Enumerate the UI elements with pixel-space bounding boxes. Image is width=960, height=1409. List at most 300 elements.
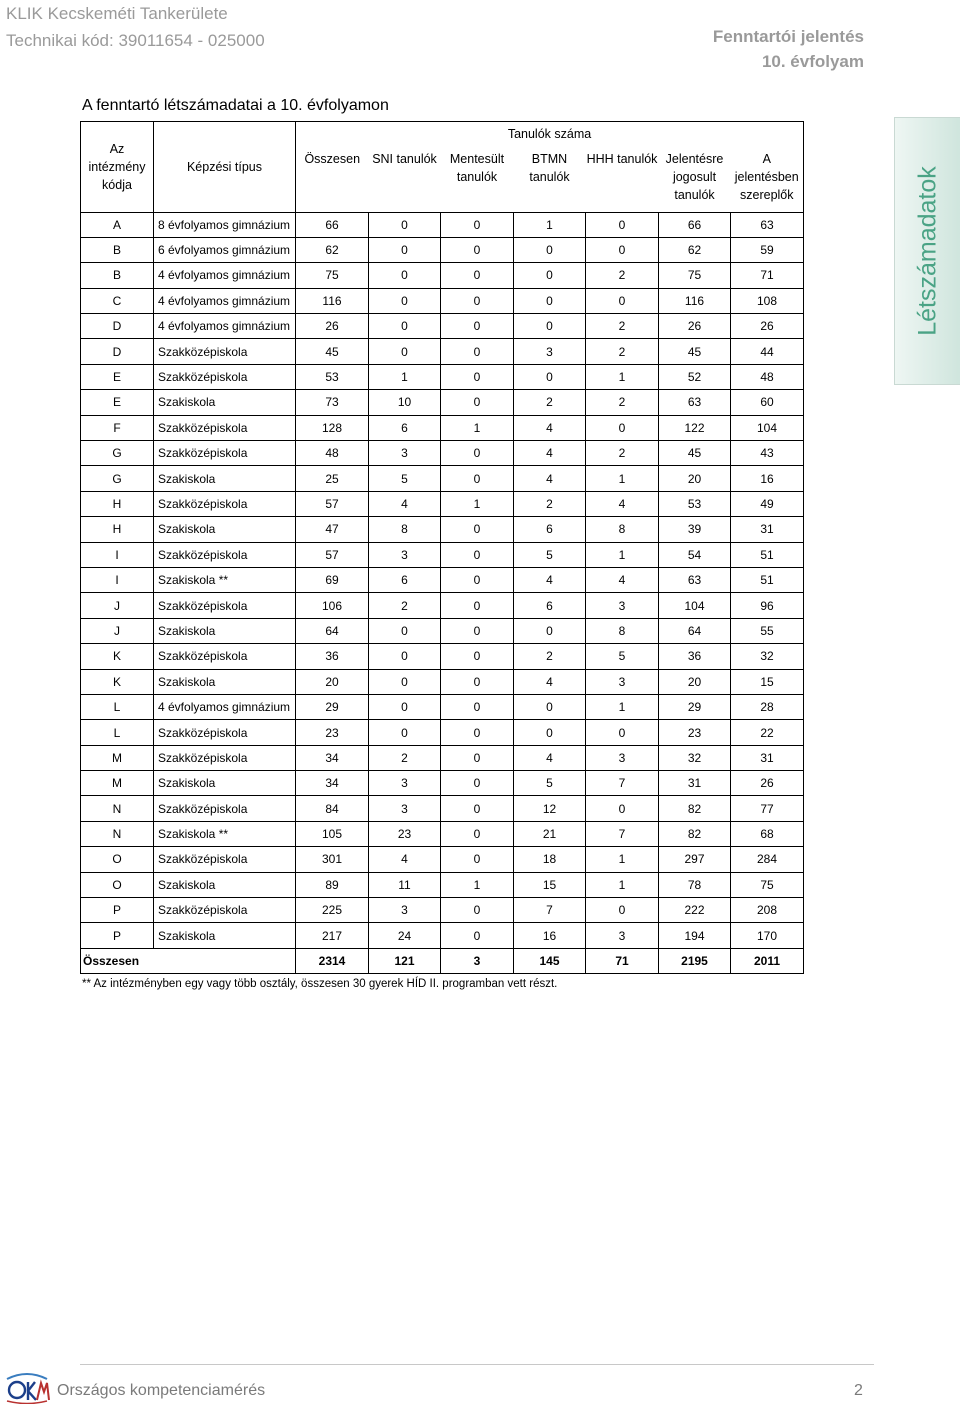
cell-value: 0	[441, 339, 514, 364]
cell-value: 4	[369, 491, 441, 516]
table-row	[81, 390, 804, 415]
cell-code: D	[81, 339, 154, 364]
cell-value: 3	[369, 441, 441, 466]
headcount-table	[80, 121, 804, 974]
cell-value: 21	[514, 821, 586, 846]
cell-code: B	[81, 237, 154, 262]
cell-value: 29	[659, 694, 731, 719]
table-row	[81, 441, 804, 466]
cell-value: 49	[731, 491, 804, 516]
cell-value: 31	[731, 745, 804, 770]
cell-value: 18	[514, 847, 586, 872]
cell-value: 0	[441, 567, 514, 592]
cell-value: 3	[369, 796, 441, 821]
cell-value: 1	[586, 542, 659, 567]
cell-value: 5	[369, 466, 441, 491]
cell-value: 63	[659, 390, 731, 415]
cell-value: 4	[514, 441, 586, 466]
cell-value: 0	[441, 821, 514, 846]
cell-code: L	[81, 720, 154, 745]
table-row	[81, 593, 804, 618]
cell-value: 7	[514, 898, 586, 923]
cell-value: 0	[441, 212, 514, 237]
total-value: 2314	[296, 948, 369, 973]
cell-value: 122	[659, 415, 731, 440]
cell-value: 23	[296, 720, 369, 745]
cell-code: J	[81, 593, 154, 618]
cell-value: 45	[659, 339, 731, 364]
cell-value: 48	[731, 364, 804, 389]
side-tab	[894, 117, 960, 385]
table-row	[81, 339, 804, 364]
cell-value: 2	[586, 441, 659, 466]
cell-value: 2	[586, 314, 659, 339]
page-number: 2	[854, 1382, 863, 1399]
total-value: 121	[369, 948, 441, 973]
report-title: Fenntartói jelentés	[712, 27, 864, 46]
cell-type: Szakiskola	[154, 872, 296, 897]
cell-value: 1	[441, 872, 514, 897]
table-row	[81, 872, 804, 897]
cell-value: 0	[441, 390, 514, 415]
cell-value: 2	[514, 644, 586, 669]
cell-value: 51	[731, 542, 804, 567]
cell-value: 75	[296, 263, 369, 288]
cell-value: 4	[586, 567, 659, 592]
cell-value: 105	[296, 821, 369, 846]
cell-value: 0	[514, 288, 586, 313]
cell-value: 3	[514, 339, 586, 364]
cell-type: Szakközépiskola	[154, 593, 296, 618]
cell-value: 170	[731, 923, 804, 948]
table-row	[81, 567, 804, 592]
cell-value: 116	[296, 288, 369, 313]
table-row	[81, 237, 804, 262]
cell-value: 82	[659, 821, 731, 846]
cell-value: 63	[731, 212, 804, 237]
cell-value: 23	[659, 720, 731, 745]
cell-value: 1	[586, 694, 659, 719]
cell-value: 23	[369, 821, 441, 846]
cell-value: 4	[369, 847, 441, 872]
page-title: A fenntartó létszámadatai a 10. évfolyamon	[82, 97, 389, 114]
cell-type: Szakközépiskola	[154, 441, 296, 466]
cell-value: 34	[296, 745, 369, 770]
cell-code: E	[81, 364, 154, 389]
cell-value: 6	[369, 415, 441, 440]
cell-type: Szakiskola	[154, 517, 296, 542]
cell-code: I	[81, 567, 154, 592]
cell-value: 208	[731, 898, 804, 923]
cell-value: 1	[586, 364, 659, 389]
cell-value: 57	[296, 491, 369, 516]
cell-value: 32	[731, 644, 804, 669]
table-row	[81, 694, 804, 719]
cell-value: 0	[369, 720, 441, 745]
table-row	[81, 364, 804, 389]
cell-value: 25	[296, 466, 369, 491]
footer-divider	[80, 1364, 874, 1365]
cell-value: 1	[441, 491, 514, 516]
cell-value: 51	[731, 567, 804, 592]
cell-value: 3	[586, 923, 659, 948]
cell-value: 0	[514, 694, 586, 719]
cell-value: 45	[296, 339, 369, 364]
cell-value: 4	[514, 669, 586, 694]
cell-value: 32	[659, 745, 731, 770]
cell-value: 43	[731, 441, 804, 466]
cell-value: 2	[514, 390, 586, 415]
cell-type: Szakiskola	[154, 618, 296, 643]
cell-value: 0	[586, 720, 659, 745]
cell-value: 0	[369, 263, 441, 288]
cell-value: 0	[441, 694, 514, 719]
cell-code: L	[81, 694, 154, 719]
cell-value: 0	[441, 237, 514, 262]
cell-code: N	[81, 796, 154, 821]
cell-value: 3	[586, 593, 659, 618]
cell-value: 69	[296, 567, 369, 592]
cell-value: 89	[296, 872, 369, 897]
cell-value: 29	[296, 694, 369, 719]
cell-value: 0	[441, 466, 514, 491]
cell-value: 0	[369, 288, 441, 313]
cell-value: 301	[296, 847, 369, 872]
cell-value: 1	[369, 364, 441, 389]
table-row	[81, 821, 804, 846]
cell-value: 0	[369, 237, 441, 262]
cell-code: N	[81, 821, 154, 846]
cell-value: 45	[659, 441, 731, 466]
table-row	[81, 796, 804, 821]
cell-value: 6	[514, 517, 586, 542]
cell-value: 2	[369, 593, 441, 618]
cell-value: 8	[586, 517, 659, 542]
cell-code: H	[81, 491, 154, 516]
col-header-sni: SNI tanulók	[369, 146, 441, 212]
cell-value: 297	[659, 847, 731, 872]
cell-type: Szakközépiskola	[154, 745, 296, 770]
cell-value: 26	[296, 314, 369, 339]
cell-value: 84	[296, 796, 369, 821]
cell-value: 63	[659, 567, 731, 592]
table-row	[81, 923, 804, 948]
cell-type: Szakközépiskola	[154, 898, 296, 923]
cell-type: Szakközépiskola	[154, 415, 296, 440]
cell-value: 75	[731, 872, 804, 897]
cell-value: 0	[441, 288, 514, 313]
cell-code: O	[81, 872, 154, 897]
table-row	[81, 415, 804, 440]
cell-value: 62	[659, 237, 731, 262]
cell-value: 10	[369, 390, 441, 415]
grade-label: 10. évfolyam	[761, 52, 864, 71]
cell-value: 0	[369, 212, 441, 237]
cell-value: 2	[369, 745, 441, 770]
cell-value: 15	[514, 872, 586, 897]
cell-value: 5	[514, 542, 586, 567]
table-row	[81, 517, 804, 542]
total-value: 71	[586, 948, 659, 973]
cell-value: 0	[586, 415, 659, 440]
cell-value: 20	[659, 669, 731, 694]
cell-type: Szakközépiskola	[154, 491, 296, 516]
cell-code: D	[81, 314, 154, 339]
cell-value: 1	[586, 872, 659, 897]
cell-type: Szakiskola **	[154, 821, 296, 846]
cell-value: 0	[441, 314, 514, 339]
col-header-eligible: Jelentésre jogosult tanulók	[659, 146, 731, 212]
cell-type: 4 évfolyamos gimnázium	[154, 288, 296, 313]
cell-value: 82	[659, 796, 731, 821]
cell-value: 6	[369, 567, 441, 592]
cell-code: J	[81, 618, 154, 643]
cell-code: M	[81, 745, 154, 770]
cell-value: 5	[514, 771, 586, 796]
cell-value: 26	[731, 314, 804, 339]
cell-code: E	[81, 390, 154, 415]
cell-type: 6 évfolyamos gimnázium	[154, 237, 296, 262]
cell-value: 0	[441, 263, 514, 288]
col-header-type: Képzési típus	[154, 122, 296, 213]
cell-code: B	[81, 263, 154, 288]
cell-value: 36	[659, 644, 731, 669]
footer-text: Országos kompetenciamérés	[57, 1382, 266, 1399]
table-row	[81, 644, 804, 669]
cell-value: 0	[441, 898, 514, 923]
cell-code: G	[81, 466, 154, 491]
cell-value: 0	[369, 314, 441, 339]
cell-value: 24	[369, 923, 441, 948]
cell-value: 36	[296, 644, 369, 669]
cell-value: 77	[731, 796, 804, 821]
cell-value: 31	[659, 771, 731, 796]
table-row	[81, 288, 804, 313]
cell-value: 116	[659, 288, 731, 313]
cell-value: 0	[441, 441, 514, 466]
cell-value: 0	[441, 669, 514, 694]
cell-value: 0	[441, 796, 514, 821]
cell-code: C	[81, 288, 154, 313]
cell-type: Szakközépiskola	[154, 542, 296, 567]
cell-value: 26	[659, 314, 731, 339]
okm-logo-icon	[4, 1370, 50, 1404]
cell-value: 0	[441, 847, 514, 872]
cell-code: O	[81, 847, 154, 872]
cell-value: 1	[441, 415, 514, 440]
cell-value: 7	[586, 771, 659, 796]
cell-type: 4 évfolyamos gimnázium	[154, 314, 296, 339]
cell-value: 16	[514, 923, 586, 948]
cell-value: 3	[369, 542, 441, 567]
cell-value: 0	[441, 745, 514, 770]
table-body	[81, 212, 804, 974]
cell-value: 44	[731, 339, 804, 364]
cell-value: 0	[441, 618, 514, 643]
cell-type: Szakiskola **	[154, 567, 296, 592]
cell-code: G	[81, 441, 154, 466]
cell-value: 2	[586, 263, 659, 288]
cell-value: 66	[296, 212, 369, 237]
col-header-hhh: HHH tanulók	[586, 146, 659, 212]
cell-value: 47	[296, 517, 369, 542]
cell-value: 225	[296, 898, 369, 923]
cell-value: 68	[731, 821, 804, 846]
cell-value: 0	[441, 771, 514, 796]
cell-value: 11	[369, 872, 441, 897]
cell-value: 108	[731, 288, 804, 313]
cell-code: K	[81, 644, 154, 669]
cell-code: A	[81, 212, 154, 237]
cell-value: 2	[514, 491, 586, 516]
col-header-exempt: Mentesült tanulók	[441, 146, 514, 212]
cell-type: 4 évfolyamos gimnázium	[154, 263, 296, 288]
cell-value: 1	[586, 466, 659, 491]
cell-value: 71	[731, 263, 804, 288]
cell-value: 15	[731, 669, 804, 694]
total-value: 3	[441, 948, 514, 973]
cell-code: H	[81, 517, 154, 542]
cell-code: M	[81, 771, 154, 796]
cell-type: 4 évfolyamos gimnázium	[154, 694, 296, 719]
cell-code: K	[81, 669, 154, 694]
col-header-group: Tanulók száma	[296, 122, 804, 147]
cell-value: 0	[441, 593, 514, 618]
cell-value: 0	[441, 720, 514, 745]
cell-value: 26	[731, 771, 804, 796]
cell-value: 8	[586, 618, 659, 643]
cell-value: 20	[659, 466, 731, 491]
cell-type: Szakiskola	[154, 466, 296, 491]
cell-value: 96	[731, 593, 804, 618]
total-value: 2195	[659, 948, 731, 973]
cell-value: 64	[659, 618, 731, 643]
cell-value: 53	[296, 364, 369, 389]
cell-value: 194	[659, 923, 731, 948]
cell-value: 4	[514, 567, 586, 592]
table-row	[81, 491, 804, 516]
cell-value: 59	[731, 237, 804, 262]
col-header-btmn: BTMN tanulók	[514, 146, 586, 212]
cell-value: 0	[369, 694, 441, 719]
cell-value: 0	[369, 618, 441, 643]
table-row	[81, 263, 804, 288]
cell-value: 31	[731, 517, 804, 542]
cell-value: 22	[731, 720, 804, 745]
cell-value: 20	[296, 669, 369, 694]
cell-value: 0	[514, 263, 586, 288]
col-header-total: Összesen	[296, 146, 369, 212]
cell-value: 4	[514, 745, 586, 770]
table-row	[81, 314, 804, 339]
cell-value: 4	[586, 491, 659, 516]
cell-value: 0	[441, 542, 514, 567]
cell-value: 104	[659, 593, 731, 618]
cell-value: 3	[369, 771, 441, 796]
cell-value: 0	[441, 923, 514, 948]
cell-value: 16	[731, 466, 804, 491]
cell-code: P	[81, 898, 154, 923]
table-row	[81, 618, 804, 643]
table-row	[81, 898, 804, 923]
total-value: 2011	[731, 948, 804, 973]
cell-type: Szakközépiskola	[154, 720, 296, 745]
cell-value: 55	[731, 618, 804, 643]
cell-value: 0	[514, 618, 586, 643]
cell-value: 4	[514, 415, 586, 440]
cell-value: 2	[586, 339, 659, 364]
cell-type: 8 évfolyamos gimnázium	[154, 212, 296, 237]
cell-value: 2	[586, 390, 659, 415]
cell-value: 0	[514, 314, 586, 339]
cell-value: 52	[659, 364, 731, 389]
cell-value: 0	[514, 720, 586, 745]
cell-value: 60	[731, 390, 804, 415]
cell-type: Szakiskola	[154, 669, 296, 694]
total-row	[81, 948, 804, 973]
cell-value: 54	[659, 542, 731, 567]
table-row	[81, 720, 804, 745]
cell-value: 12	[514, 796, 586, 821]
total-value: 145	[514, 948, 586, 973]
technical-code: Technikai kód: 39011654 - 025000	[6, 31, 265, 50]
cell-value: 73	[296, 390, 369, 415]
total-label: Összesen	[81, 948, 296, 973]
col-header-code: Az intézmény kódja	[81, 122, 154, 213]
cell-value: 3	[369, 898, 441, 923]
cell-value: 6	[514, 593, 586, 618]
cell-type: Szakiskola	[154, 390, 296, 415]
cell-value: 48	[296, 441, 369, 466]
cell-value: 3	[586, 745, 659, 770]
side-tab-label: Létszámadatok	[913, 166, 942, 336]
org-name: KLIK Kecskeméti Tankerülete	[6, 4, 228, 23]
cell-value: 284	[731, 847, 804, 872]
cell-value: 217	[296, 923, 369, 948]
cell-value: 64	[296, 618, 369, 643]
header-left	[6, 0, 265, 54]
cell-value: 4	[514, 466, 586, 491]
cell-value: 5	[586, 644, 659, 669]
cell-value: 0	[441, 517, 514, 542]
cell-value: 0	[586, 796, 659, 821]
cell-value: 75	[659, 263, 731, 288]
cell-value: 78	[659, 872, 731, 897]
cell-type: Szakközépiskola	[154, 339, 296, 364]
cell-value: 0	[586, 898, 659, 923]
cell-value: 28	[731, 694, 804, 719]
cell-code: I	[81, 542, 154, 567]
cell-value: 128	[296, 415, 369, 440]
cell-type: Szakközépiskola	[154, 796, 296, 821]
cell-value: 57	[296, 542, 369, 567]
cell-value: 0	[369, 644, 441, 669]
table-row	[81, 466, 804, 491]
cell-type: Szakiskola	[154, 923, 296, 948]
cell-value: 66	[659, 212, 731, 237]
cell-code: F	[81, 415, 154, 440]
cell-value: 0	[441, 364, 514, 389]
cell-type: Szakközépiskola	[154, 847, 296, 872]
cell-value: 0	[441, 644, 514, 669]
table-row	[81, 669, 804, 694]
cell-value: 0	[514, 237, 586, 262]
cell-value: 62	[296, 237, 369, 262]
cell-value: 0	[586, 212, 659, 237]
table-row	[81, 745, 804, 770]
cell-type: Szakközépiskola	[154, 364, 296, 389]
cell-value: 0	[586, 288, 659, 313]
